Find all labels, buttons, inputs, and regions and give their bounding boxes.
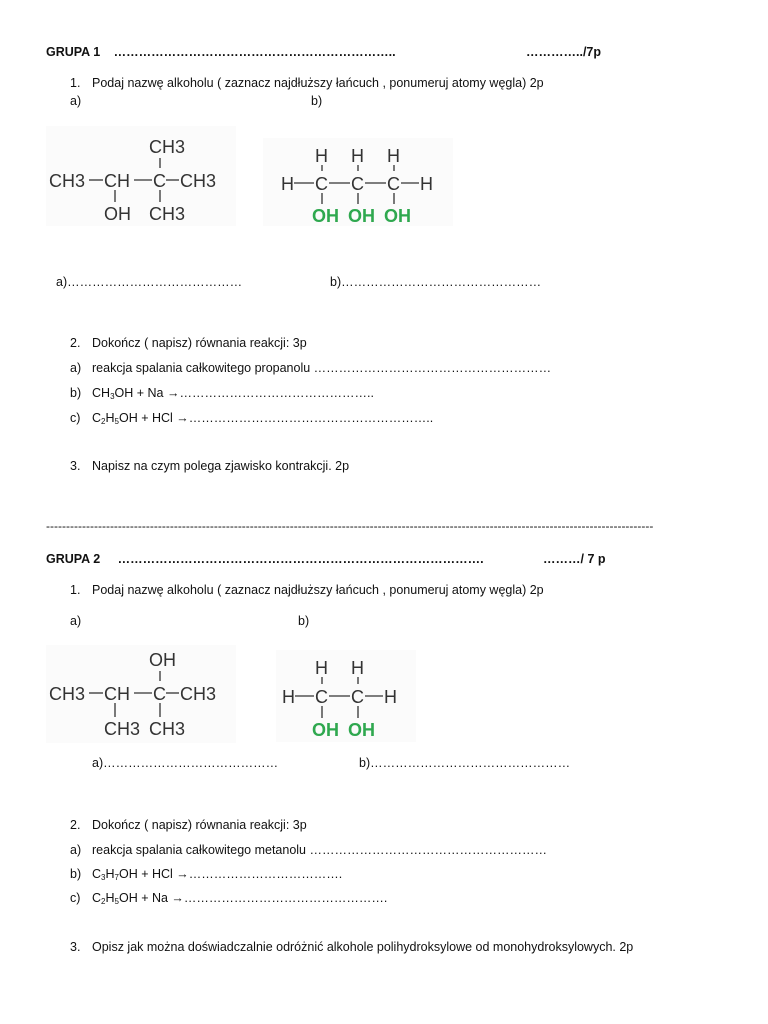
g1-q2-a-text: reakcja spalania całkowitego propanolu …………………………………………………	[92, 361, 552, 375]
g2-sb-oh1: OH	[312, 720, 339, 740]
g2-q2-b-label: b)	[70, 867, 82, 881]
g2-sb-h-left: H	[282, 687, 295, 707]
g1-q2-b-formula: $CH_3OH + Na$ →	[92, 386, 180, 401]
g1-sa-c: C	[153, 171, 166, 191]
g2-q2	[70, 818, 307, 832]
g1-sb-oh2: OH	[348, 206, 375, 226]
g2-q2-a-label: a)	[70, 843, 82, 857]
g2-sa-c: C	[153, 684, 166, 704]
g1-name-dots: …………………………………………………………..	[113, 45, 396, 59]
g2-q2-c-formula: $C_2H_5OH + Na$ →	[92, 891, 184, 906]
g1-q2-c-dots[interactable]: …………………………………………………..	[188, 411, 434, 425]
g1-q2-c-label: c)	[70, 411, 81, 425]
g2-sa-below1: CH3	[104, 719, 141, 739]
g1-sa-below1: OH	[104, 204, 131, 224]
g1-header-label: GRUPA 1	[46, 45, 101, 59]
g1-sb-h-right: H	[420, 174, 433, 194]
g1-q3-number: 3.	[70, 459, 81, 473]
g2-q2-b	[70, 867, 342, 882]
g1-sb-h1: H	[315, 146, 328, 166]
g1-score: …………../7p	[526, 45, 602, 59]
g1-q1-text: Podaj nazwę alkoholu ( zaznacz najdłuższy łańcuch , ponumeruj atomy węgla) 2p	[92, 76, 544, 90]
g1-sb-c1: C	[315, 174, 328, 194]
g1-q2-c-formula: $C_2H_5OH$ + HCl →	[92, 411, 189, 426]
g2-sb-c2: C	[351, 687, 364, 707]
g2-sb-h-right: H	[384, 687, 397, 707]
g1-q1-b-label: b)	[311, 94, 323, 108]
g1-sa-right: CH3	[180, 171, 217, 191]
g2-q2-c-dots[interactable]: ………………………………………….	[183, 891, 388, 905]
g1-structure-b	[263, 138, 453, 226]
g2-q1-b-label: b)	[298, 614, 310, 628]
g1-sb-oh3: OH	[384, 206, 411, 226]
g1-q2	[70, 336, 307, 350]
g1-sa-ch: CH	[104, 171, 130, 191]
g1-q2-a	[70, 361, 551, 375]
g2-header-label: GRUPA 2	[46, 552, 101, 566]
g2-sa-top: OH	[149, 650, 176, 670]
g2-q2-b-formula: $C_3H_7OH$ + HCl →	[92, 867, 189, 882]
g1-sb-h2: H	[351, 146, 364, 166]
g2-q2-a-text: reakcja spalania całkowitego metanolu …………………………………………………	[92, 843, 547, 857]
g2-name-dots: …………………………………………………………………………….	[117, 552, 484, 566]
g2-q2-c	[70, 891, 387, 906]
g2-header	[46, 552, 484, 566]
g2-q2-number: 2.	[70, 818, 81, 832]
g2-q3-text: Opisz jak można doświadczalnie odróżnić alkohole polihydroksylowe od monohydroksylowych. 2p	[92, 940, 634, 954]
g2-score: ………/ 7 p	[543, 552, 606, 566]
g2-q3	[70, 940, 633, 954]
g2-q1-a-label: a)	[70, 614, 82, 628]
g2-structure-a	[46, 645, 236, 743]
g1-q3-text: Napisz na czym polega zjawisko kontrakcji. 2p	[92, 459, 350, 473]
g2-sb-oh2: OH	[348, 720, 375, 740]
g2-sb-h2: H	[351, 658, 364, 678]
g2-sa-below2: CH3	[149, 719, 186, 739]
g1-q2-b-label: b)	[70, 386, 82, 400]
g2-structure-b	[276, 650, 416, 742]
g2-sa-ch: CH	[104, 684, 130, 704]
g1-q1-a-label: a)	[70, 94, 82, 108]
group-separator: --------------------------------------------------------------------------------------------------------------------------------------------------------	[46, 519, 654, 533]
g2-answer-a[interactable]: a)……………………………………	[92, 756, 279, 770]
g2-q2-c-label: c)	[70, 891, 81, 905]
g2-sb-h1: H	[315, 658, 328, 678]
g1-answer-a[interactable]: a)……………………………………	[56, 275, 243, 289]
g1-q1-number: 1.	[70, 76, 81, 90]
g1-sa-left: CH3	[49, 171, 86, 191]
g1-sb-h-left: H	[281, 174, 294, 194]
g2-q3-number: 3.	[70, 940, 81, 954]
g2-q2-a	[70, 843, 547, 857]
g1-q2-b-dots[interactable]: ………………………………………..	[179, 386, 374, 400]
g1-q3	[70, 459, 349, 473]
g1-sa-top: CH3	[149, 137, 186, 157]
g2-sb-c1: C	[315, 687, 328, 707]
g2-answer-b[interactable]: b)…………………………………………	[359, 756, 571, 770]
g1-sa-below2: CH3	[149, 204, 186, 224]
g1-q2-text: Dokończ ( napisz) równania reakcji: 3p	[92, 336, 307, 350]
g2-q1-number: 1.	[70, 583, 81, 597]
g1-q2-number: 2.	[70, 336, 81, 350]
g1-q2-a-label: a)	[70, 361, 82, 375]
g1-q2-b	[70, 386, 374, 401]
g1-sb-c3: C	[387, 174, 400, 194]
g2-q1	[70, 583, 544, 597]
g2-q2-b-dots[interactable]: ……………………………….	[188, 867, 343, 881]
g1-answer-b[interactable]: b)…………………………………………	[330, 275, 542, 289]
g2-sa-left: CH3	[49, 684, 86, 704]
g1-sb-h3: H	[387, 146, 400, 166]
g2-sa-right: CH3	[180, 684, 217, 704]
g2-q1-text: Podaj nazwę alkoholu ( zaznacz najdłuższy łańcuch , ponumeruj atomy węgla) 2p	[92, 583, 544, 597]
g1-sb-oh1: OH	[312, 206, 339, 226]
g1-structure-a	[46, 126, 236, 226]
g1-q2-c	[70, 411, 433, 426]
g1-sb-c2: C	[351, 174, 364, 194]
g1-q1	[70, 76, 544, 90]
g2-q2-text: Dokończ ( napisz) równania reakcji: 3p	[92, 818, 307, 832]
g1-header	[46, 45, 396, 59]
